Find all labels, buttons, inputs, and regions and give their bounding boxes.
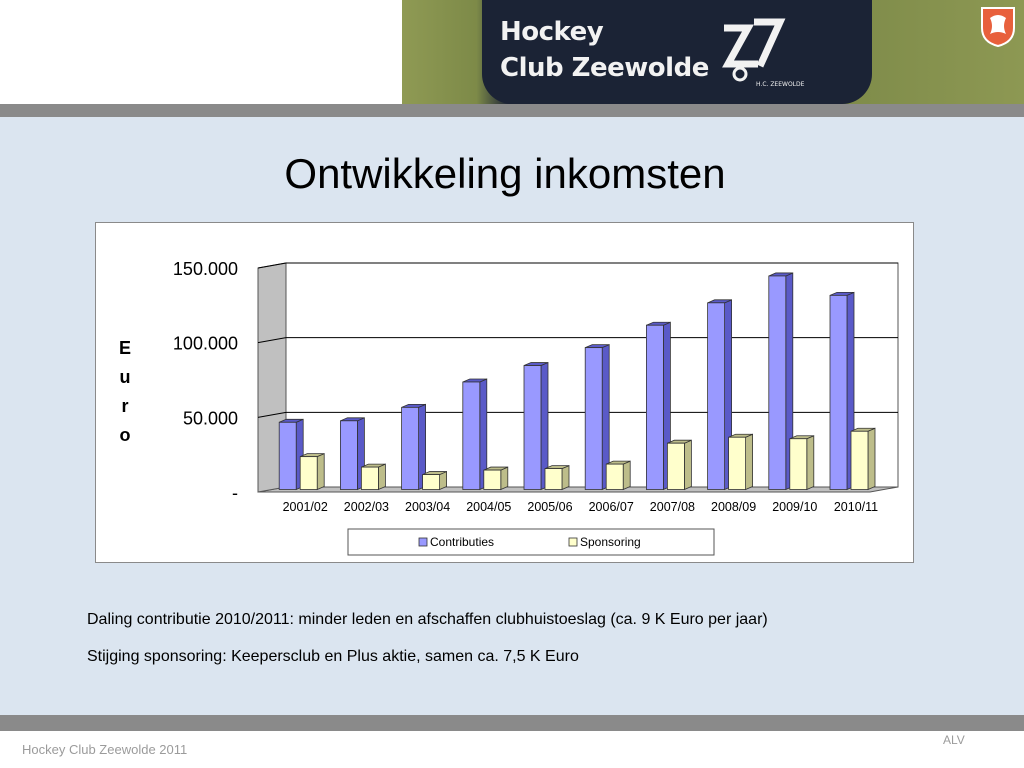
y-tick-label: 100.000	[172, 333, 238, 354]
bar-sponsoring	[545, 469, 562, 490]
bar-sponsoring	[606, 464, 623, 489]
y-axis-label-letter: E	[118, 338, 132, 358]
bar-sponsoring	[484, 470, 501, 489]
bar-sponsoring-side	[317, 454, 324, 490]
bar-sponsoring	[729, 437, 746, 489]
x-tick-label: 2009/10	[772, 500, 818, 514]
x-tick-label: 2010/11	[833, 500, 879, 514]
legend-swatch-sponsoring	[569, 538, 577, 546]
legend-label-contributies: Contributies	[430, 535, 495, 549]
bar-sponsoring-side	[623, 461, 630, 489]
y-tick-label: 50.000	[182, 408, 238, 429]
y-tick-label: 150.000	[172, 259, 238, 279]
bar-sponsoring-side	[746, 434, 753, 489]
club-logo-text: H.C. ZEEWOLDE	[756, 81, 805, 88]
footer-text: Hockey Club Zeewolde 2011	[22, 742, 188, 757]
bar-contributies	[830, 295, 847, 489]
x-tick-label: 2005/06	[527, 500, 573, 514]
bar-contributies	[585, 348, 602, 490]
top-divider-bar	[0, 104, 1024, 117]
bar-sponsoring-side	[684, 440, 691, 489]
bar-sponsoring	[361, 467, 378, 489]
header	[0, 0, 1024, 104]
note-sponsoring: Stijging sponsoring: Keepersclub en Plus aktie, samen ca. 7,5 K Euro	[87, 648, 579, 665]
club-logo-icon	[718, 16, 805, 88]
bar-sponsoring-side	[378, 464, 385, 489]
bar-sponsoring	[851, 431, 868, 489]
bar-contributies	[708, 303, 725, 490]
banner-photo	[402, 0, 1024, 104]
bar-sponsoring-side	[501, 467, 508, 489]
bar-contributies	[340, 421, 357, 490]
footer-tag: ALV	[943, 733, 965, 747]
bar-sponsoring-side	[562, 466, 569, 490]
bar-sponsoring-side	[868, 428, 875, 489]
chart-container	[95, 222, 914, 563]
bar-sponsoring	[667, 443, 684, 489]
x-tick-label: 2008/09	[711, 500, 757, 514]
x-tick-label: 2003/04	[405, 500, 451, 514]
bar-contributies	[402, 407, 419, 489]
bar-sponsoring	[423, 475, 440, 490]
bar-contributies	[463, 382, 480, 490]
x-tick-label: 2007/08	[649, 500, 695, 514]
bottom-divider-bar	[0, 715, 1024, 731]
bar-contributies	[279, 422, 296, 489]
banner-title-line2: Club Zeewolde	[500, 53, 709, 83]
y-axis-label-letter: r	[121, 396, 129, 416]
x-tick-label: 2004/05	[466, 500, 512, 514]
banner-title	[500, 14, 709, 86]
legend-box	[348, 529, 714, 555]
y-axis-label-letter: o	[119, 425, 131, 445]
bar-sponsoring	[300, 457, 317, 490]
bar-sponsoring-side	[807, 436, 814, 490]
bar-contributies	[646, 325, 663, 489]
legend-label-sponsoring: Sponsoring	[580, 535, 641, 549]
slide-title: Ontwikkeling inkomsten	[284, 150, 726, 197]
x-tick-label: 2006/07	[588, 500, 634, 514]
bar-contributies	[769, 276, 786, 490]
bar-contributies	[524, 366, 541, 490]
y-axis-label-letter: u	[119, 367, 131, 387]
bar-sponsoring	[790, 439, 807, 490]
crest-icon	[978, 4, 1018, 48]
banner-title-line1: Hockey	[500, 17, 604, 47]
bar-chart	[96, 223, 915, 564]
legend-swatch-contributies	[419, 538, 427, 546]
y-tick-label: -	[232, 483, 238, 503]
note-contributie: Daling contributie 2010/2011: minder leden en afschaffen clubhuistoeslag (ca. 9 K Euro per jaar)	[87, 611, 768, 628]
x-tick-label: 2002/03	[343, 500, 389, 514]
x-tick-label: 2001/02	[282, 500, 328, 514]
